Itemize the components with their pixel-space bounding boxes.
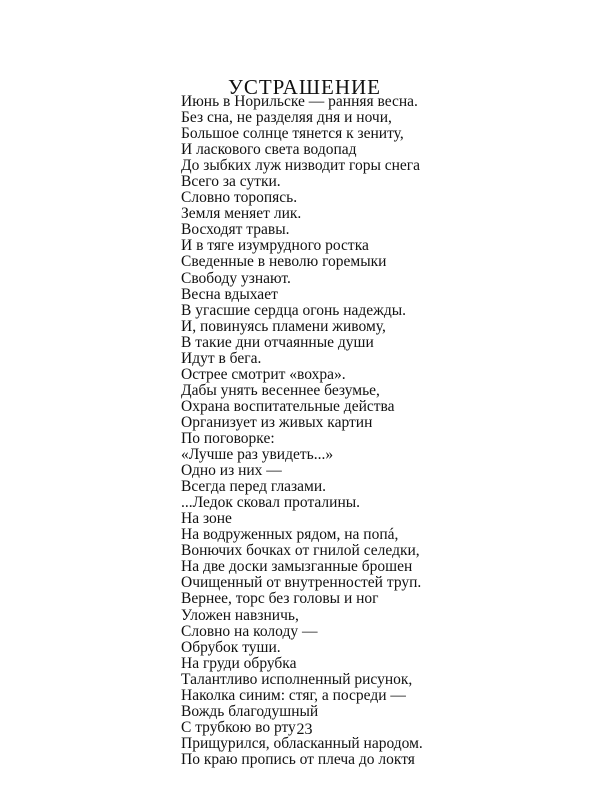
poem-line: На груди обрубка [181, 654, 297, 672]
poem-line: Организует из живых картин [181, 413, 373, 431]
poem-line: И, повинуясь пламени живому, [181, 317, 386, 335]
poem-line: В такие дни отчаянные души [181, 333, 374, 351]
poem-line: На зоне [181, 510, 232, 528]
page-number: 23 [296, 721, 313, 738]
poem-line: Без сна, не разделяя дня и ночи, [181, 109, 392, 127]
poem-line: И в тяге изумрудного ростка [181, 237, 369, 255]
poem-line: Острее смотрит «вохра». [181, 365, 346, 383]
poem-line: Прищурился, обласканный народом. [181, 734, 423, 752]
poem-line: Уложен навзничь, [181, 606, 299, 624]
poem-line: Обрубок туши. [181, 638, 281, 656]
poem-line: Сведенные в неволю горемыки [181, 253, 387, 271]
poem-line: В угасшие сердца огонь надежды. [181, 301, 407, 319]
poem-line: Весна вдыхает [181, 285, 278, 303]
poem-line: Земля меняет лик. [181, 205, 302, 223]
poem-line: И ласкового света водопад [181, 141, 357, 159]
poem-line: Свободу узнают. [181, 269, 291, 287]
poem-line: Дабы унять весеннее безумье, [181, 381, 380, 399]
poem-line: «Лучше раз увидеть...» [181, 446, 334, 464]
poem-line: Вонючих бочках от гнилой селедки, [181, 542, 420, 560]
poem-text [181, 94, 591, 768]
poem-line: Охрана воспитательные действа [181, 397, 395, 415]
poem-line: Одно из них — [181, 462, 282, 480]
poem-line: По поговорке: [181, 429, 275, 447]
poem-line: Очищенный от внутренностей труп. [181, 574, 422, 592]
poem-title: УСТРАШЕНИЕ [227, 75, 382, 100]
poem-line: Восходят травы. [181, 221, 290, 239]
poem-line: Всего за сутки. [181, 173, 281, 191]
poem-line: Наколка синим: стяг, а посреди — [181, 686, 406, 704]
poem-line: Большое солнце тянется к зениту, [181, 125, 404, 143]
poem-line: Июнь в Норильске — ранняя весна. [181, 93, 418, 110]
poem-line: Идут в бега. [181, 349, 262, 367]
poem-line: ...Ледок сковал проталины. [181, 494, 361, 512]
poem-line: По краю пропись от плеча до локтя [181, 750, 415, 768]
poem-line: Словно на колоду — [181, 622, 318, 640]
poem-line: На две доски замызганные брошен [181, 558, 413, 576]
poem-line: Словно торопясь. [181, 189, 298, 207]
poem-line: Талантливо исполненный рисунок, [181, 670, 413, 688]
poem-line: Вернее, торс без головы и ног [181, 590, 379, 608]
poem-line: С трубкою во рту [181, 718, 296, 736]
poem-line: До зыбких луж низводит горы снега [181, 157, 421, 175]
poem-line: Всегда перед глазами. [181, 478, 327, 496]
poem-line: Вождь благодушный [181, 702, 319, 720]
poem-line: На водруженных рядом, на попá, [181, 526, 399, 544]
